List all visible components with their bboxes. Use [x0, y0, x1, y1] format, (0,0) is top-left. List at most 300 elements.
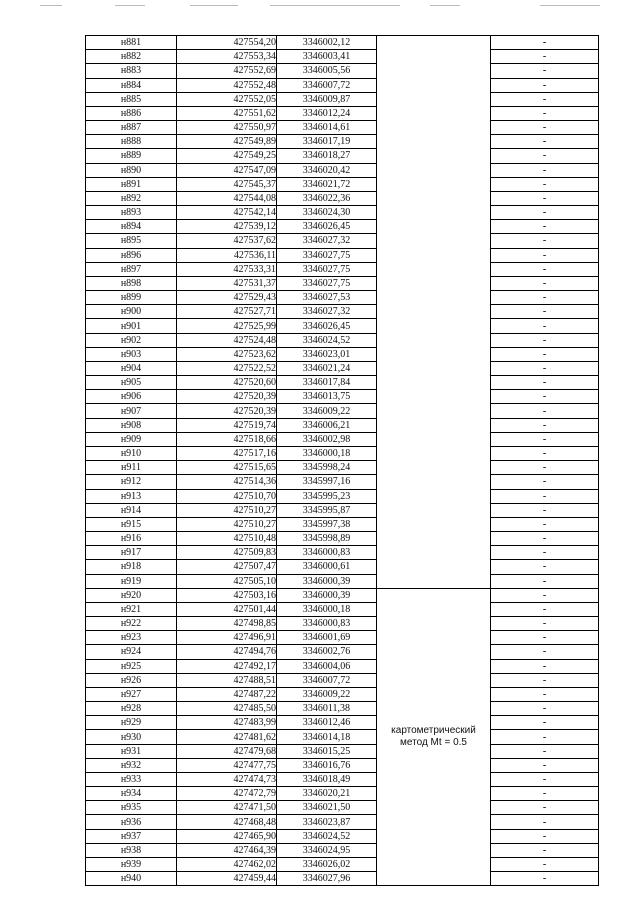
y-coordinate-cell: 3346021,72 — [277, 177, 377, 191]
dash-cell: - — [491, 617, 599, 631]
y-coordinate-cell: 3346014,61 — [277, 121, 377, 135]
x-coordinate-cell: 427510,27 — [177, 517, 277, 531]
point-id-cell: н888 — [86, 135, 177, 149]
dash-cell: - — [491, 220, 599, 234]
y-coordinate-cell: 3346017,84 — [277, 376, 377, 390]
x-coordinate-cell: 427552,48 — [177, 78, 277, 92]
table-row — [86, 617, 599, 631]
x-coordinate-cell: 427509,83 — [177, 546, 277, 560]
table-row — [86, 843, 599, 857]
y-coordinate-cell: 3346003,41 — [277, 50, 377, 64]
y-coordinate-cell: 3346012,46 — [277, 716, 377, 730]
x-coordinate-cell: 427505,10 — [177, 574, 277, 588]
dash-cell: - — [491, 475, 599, 489]
x-coordinate-cell: 427477,75 — [177, 758, 277, 772]
point-id-cell: н914 — [86, 503, 177, 517]
dash-cell: - — [491, 631, 599, 645]
x-coordinate-cell: 427537,62 — [177, 234, 277, 248]
y-coordinate-cell: 3346014,18 — [277, 730, 377, 744]
table-row — [86, 234, 599, 248]
x-coordinate-cell: 427498,85 — [177, 617, 277, 631]
x-coordinate-cell: 427550,97 — [177, 121, 277, 135]
table-row — [86, 220, 599, 234]
x-coordinate-cell: 427485,50 — [177, 702, 277, 716]
dash-cell: - — [491, 432, 599, 446]
point-id-cell: н923 — [86, 631, 177, 645]
y-coordinate-cell: 3345995,23 — [277, 489, 377, 503]
table-row — [86, 361, 599, 375]
table-row — [86, 276, 599, 290]
x-coordinate-cell: 427468,48 — [177, 815, 277, 829]
point-id-cell: н903 — [86, 347, 177, 361]
point-id-cell: н882 — [86, 50, 177, 64]
dash-cell: - — [491, 149, 599, 163]
point-id-cell: н886 — [86, 106, 177, 120]
y-coordinate-cell: 3346024,52 — [277, 829, 377, 843]
table-row — [86, 135, 599, 149]
x-coordinate-cell: 427549,25 — [177, 149, 277, 163]
x-coordinate-cell: 427542,14 — [177, 206, 277, 220]
dash-cell: - — [491, 659, 599, 673]
y-coordinate-cell: 3345997,38 — [277, 517, 377, 531]
y-coordinate-cell: 3346018,49 — [277, 772, 377, 786]
point-id-cell: н881 — [86, 36, 177, 50]
dash-cell: - — [491, 92, 599, 106]
faded-header-line — [30, 3, 610, 9]
table-row — [86, 376, 599, 390]
x-coordinate-cell: 427549,89 — [177, 135, 277, 149]
dash-cell: - — [491, 532, 599, 546]
x-coordinate-cell: 427547,09 — [177, 163, 277, 177]
dash-cell: - — [491, 177, 599, 191]
x-coordinate-cell: 427520,39 — [177, 404, 277, 418]
dash-cell: - — [491, 730, 599, 744]
table-row — [86, 305, 599, 319]
y-coordinate-cell: 3346018,27 — [277, 149, 377, 163]
table-row — [86, 730, 599, 744]
dash-cell: - — [491, 404, 599, 418]
y-coordinate-cell: 3345998,89 — [277, 532, 377, 546]
y-coordinate-cell: 3346026,45 — [277, 220, 377, 234]
dash-cell: - — [491, 758, 599, 772]
x-coordinate-cell: 427510,48 — [177, 532, 277, 546]
x-coordinate-cell: 427524,48 — [177, 333, 277, 347]
point-id-cell: н913 — [86, 489, 177, 503]
point-id-cell: н908 — [86, 418, 177, 432]
table-row — [86, 163, 599, 177]
x-coordinate-cell: 427503,16 — [177, 588, 277, 602]
x-coordinate-cell: 427515,65 — [177, 461, 277, 475]
table-row — [86, 659, 599, 673]
x-coordinate-cell: 427519,74 — [177, 418, 277, 432]
dash-cell: - — [491, 291, 599, 305]
y-coordinate-cell: 3346001,69 — [277, 631, 377, 645]
point-id-cell: н924 — [86, 645, 177, 659]
point-id-cell: н891 — [86, 177, 177, 191]
table-row — [86, 588, 599, 602]
dash-cell: - — [491, 191, 599, 205]
point-id-cell: н887 — [86, 121, 177, 135]
table-row — [86, 92, 599, 106]
point-id-cell: н936 — [86, 815, 177, 829]
y-coordinate-cell: 3346027,53 — [277, 291, 377, 305]
x-coordinate-cell: 427462,02 — [177, 857, 277, 871]
point-id-cell: н930 — [86, 730, 177, 744]
y-coordinate-cell: 3346016,76 — [277, 758, 377, 772]
table-row — [86, 475, 599, 489]
table-row — [86, 574, 599, 588]
point-id-cell: н921 — [86, 602, 177, 616]
y-coordinate-cell: 3346000,83 — [277, 617, 377, 631]
table-row — [86, 248, 599, 262]
table-row — [86, 517, 599, 531]
point-id-cell: н925 — [86, 659, 177, 673]
x-coordinate-cell: 427487,22 — [177, 687, 277, 701]
dash-cell: - — [491, 489, 599, 503]
table-row — [86, 106, 599, 120]
dash-cell: - — [491, 546, 599, 560]
table-row — [86, 418, 599, 432]
table-row — [86, 602, 599, 616]
x-coordinate-cell: 427539,12 — [177, 220, 277, 234]
table-row — [86, 546, 599, 560]
dash-cell: - — [491, 390, 599, 404]
x-coordinate-cell: 427474,73 — [177, 772, 277, 786]
x-coordinate-cell: 427523,62 — [177, 347, 277, 361]
y-coordinate-cell: 3346009,22 — [277, 404, 377, 418]
x-coordinate-cell: 427464,39 — [177, 843, 277, 857]
table-row — [86, 716, 599, 730]
table-row — [86, 36, 599, 50]
dash-cell: - — [491, 716, 599, 730]
y-coordinate-cell: 3346002,76 — [277, 645, 377, 659]
point-id-cell: н900 — [86, 305, 177, 319]
y-coordinate-cell: 3346027,32 — [277, 234, 377, 248]
dash-cell: - — [491, 673, 599, 687]
x-coordinate-cell: 427496,91 — [177, 631, 277, 645]
point-id-cell: н940 — [86, 872, 177, 886]
point-id-cell: н892 — [86, 191, 177, 205]
table-row — [86, 631, 599, 645]
table-row — [86, 758, 599, 772]
point-id-cell: н912 — [86, 475, 177, 489]
table-row — [86, 319, 599, 333]
point-id-cell: н929 — [86, 716, 177, 730]
dash-cell: - — [491, 602, 599, 616]
x-coordinate-cell: 427510,27 — [177, 503, 277, 517]
point-id-cell: н915 — [86, 517, 177, 531]
point-id-cell: н906 — [86, 390, 177, 404]
table-row — [86, 446, 599, 460]
x-coordinate-cell: 427471,50 — [177, 801, 277, 815]
point-id-cell: н916 — [86, 532, 177, 546]
table-row — [86, 687, 599, 701]
point-id-cell: н883 — [86, 64, 177, 78]
dash-cell: - — [491, 262, 599, 276]
dash-cell: - — [491, 36, 599, 50]
x-coordinate-cell: 427459,44 — [177, 872, 277, 886]
dash-cell: - — [491, 744, 599, 758]
x-coordinate-cell: 427488,51 — [177, 673, 277, 687]
x-coordinate-cell: 427536,11 — [177, 248, 277, 262]
table-row — [86, 815, 599, 829]
x-coordinate-cell: 427481,62 — [177, 730, 277, 744]
y-coordinate-cell: 3346004,06 — [277, 659, 377, 673]
dash-cell: - — [491, 829, 599, 843]
dash-cell: - — [491, 503, 599, 517]
x-coordinate-cell: 427551,62 — [177, 106, 277, 120]
y-coordinate-cell: 3346006,21 — [277, 418, 377, 432]
y-coordinate-cell: 3345997,16 — [277, 475, 377, 489]
x-coordinate-cell: 427553,34 — [177, 50, 277, 64]
point-id-cell: н897 — [86, 262, 177, 276]
dash-cell: - — [491, 857, 599, 871]
dash-cell: - — [491, 843, 599, 857]
y-coordinate-cell: 3346013,75 — [277, 390, 377, 404]
y-coordinate-cell: 3345998,24 — [277, 461, 377, 475]
x-coordinate-cell: 427529,43 — [177, 291, 277, 305]
y-coordinate-cell: 3346007,72 — [277, 78, 377, 92]
y-coordinate-cell: 3346007,72 — [277, 673, 377, 687]
method-cell — [377, 588, 491, 886]
method-cell — [377, 36, 491, 589]
y-coordinate-cell: 3346011,38 — [277, 702, 377, 716]
coordinates-table-body — [86, 36, 599, 886]
table-row — [86, 532, 599, 546]
dash-cell: - — [491, 206, 599, 220]
point-id-cell: н902 — [86, 333, 177, 347]
x-coordinate-cell: 427514,36 — [177, 475, 277, 489]
point-id-cell: н931 — [86, 744, 177, 758]
dash-cell: - — [491, 319, 599, 333]
x-coordinate-cell: 427507,47 — [177, 560, 277, 574]
y-coordinate-cell: 3346000,83 — [277, 546, 377, 560]
point-id-cell: н901 — [86, 319, 177, 333]
dash-cell: - — [491, 461, 599, 475]
x-coordinate-cell: 427545,37 — [177, 177, 277, 191]
table-row — [86, 64, 599, 78]
y-coordinate-cell: 3346023,87 — [277, 815, 377, 829]
dash-cell: - — [491, 645, 599, 659]
table-row — [86, 347, 599, 361]
y-coordinate-cell: 3346012,24 — [277, 106, 377, 120]
y-coordinate-cell: 3346009,22 — [277, 687, 377, 701]
table-row — [86, 333, 599, 347]
x-coordinate-cell: 427465,90 — [177, 829, 277, 843]
point-id-cell: н899 — [86, 291, 177, 305]
table-row — [86, 78, 599, 92]
table-row — [86, 503, 599, 517]
table-row — [86, 461, 599, 475]
y-coordinate-cell: 3346017,19 — [277, 135, 377, 149]
x-coordinate-cell: 427520,39 — [177, 390, 277, 404]
point-id-cell: н917 — [86, 546, 177, 560]
table-row — [86, 404, 599, 418]
y-coordinate-cell: 3346026,45 — [277, 319, 377, 333]
dash-cell: - — [491, 560, 599, 574]
x-coordinate-cell: 427552,05 — [177, 92, 277, 106]
y-coordinate-cell: 3346020,42 — [277, 163, 377, 177]
table-row — [86, 857, 599, 871]
y-coordinate-cell: 3346024,52 — [277, 333, 377, 347]
y-coordinate-cell: 3346024,95 — [277, 843, 377, 857]
point-id-cell: н935 — [86, 801, 177, 815]
dash-cell: - — [491, 772, 599, 786]
dash-cell: - — [491, 248, 599, 262]
x-coordinate-cell: 427531,37 — [177, 276, 277, 290]
x-coordinate-cell: 427479,68 — [177, 744, 277, 758]
point-id-cell: н926 — [86, 673, 177, 687]
x-coordinate-cell: 427518,66 — [177, 432, 277, 446]
y-coordinate-cell: 3346027,75 — [277, 248, 377, 262]
point-id-cell: н884 — [86, 78, 177, 92]
x-coordinate-cell: 427544,08 — [177, 191, 277, 205]
table-row — [86, 560, 599, 574]
table-row — [86, 291, 599, 305]
y-coordinate-cell: 3346027,75 — [277, 276, 377, 290]
dash-cell: - — [491, 347, 599, 361]
table-row — [86, 432, 599, 446]
dash-cell: - — [491, 702, 599, 716]
x-coordinate-cell: 427522,52 — [177, 361, 277, 375]
table-row — [86, 744, 599, 758]
dash-cell: - — [491, 64, 599, 78]
y-coordinate-cell: 3346000,61 — [277, 560, 377, 574]
x-coordinate-cell: 427554,20 — [177, 36, 277, 50]
dash-cell: - — [491, 276, 599, 290]
point-id-cell: н927 — [86, 687, 177, 701]
point-id-cell: н895 — [86, 234, 177, 248]
dash-cell: - — [491, 446, 599, 460]
y-coordinate-cell: 3346000,18 — [277, 446, 377, 460]
table-row — [86, 191, 599, 205]
y-coordinate-cell: 3346000,39 — [277, 588, 377, 602]
point-id-cell: н889 — [86, 149, 177, 163]
dash-cell: - — [491, 687, 599, 701]
point-id-cell: н919 — [86, 574, 177, 588]
point-id-cell: н890 — [86, 163, 177, 177]
point-id-cell: н937 — [86, 829, 177, 843]
table-row — [86, 787, 599, 801]
point-id-cell: н893 — [86, 206, 177, 220]
y-coordinate-cell: 3346002,12 — [277, 36, 377, 50]
y-coordinate-cell: 3346023,01 — [277, 347, 377, 361]
point-id-cell: н918 — [86, 560, 177, 574]
y-coordinate-cell: 3346021,24 — [277, 361, 377, 375]
x-coordinate-cell: 427527,71 — [177, 305, 277, 319]
y-coordinate-cell: 3346005,56 — [277, 64, 377, 78]
x-coordinate-cell: 427501,44 — [177, 602, 277, 616]
point-id-cell: н911 — [86, 461, 177, 475]
dash-cell: - — [491, 588, 599, 602]
dash-cell: - — [491, 78, 599, 92]
table-row — [86, 50, 599, 64]
point-id-cell: н910 — [86, 446, 177, 460]
table-row — [86, 149, 599, 163]
dash-cell: - — [491, 801, 599, 815]
y-coordinate-cell: 3346000,39 — [277, 574, 377, 588]
point-id-cell: н894 — [86, 220, 177, 234]
table-row — [86, 645, 599, 659]
dash-cell: - — [491, 815, 599, 829]
point-id-cell: н904 — [86, 361, 177, 375]
method-text: картометрический метод Mt = 0.5 — [391, 725, 476, 748]
point-id-cell: н928 — [86, 702, 177, 716]
x-coordinate-cell: 427533,31 — [177, 262, 277, 276]
dash-cell: - — [491, 376, 599, 390]
y-coordinate-cell: 3346027,32 — [277, 305, 377, 319]
x-coordinate-cell: 427492,17 — [177, 659, 277, 673]
table-row — [86, 801, 599, 815]
dash-cell: - — [491, 787, 599, 801]
y-coordinate-cell: 3346015,25 — [277, 744, 377, 758]
dash-cell: - — [491, 106, 599, 120]
y-coordinate-cell: 3346020,21 — [277, 787, 377, 801]
table-row — [86, 772, 599, 786]
point-id-cell: н905 — [86, 376, 177, 390]
dash-cell: - — [491, 135, 599, 149]
dash-cell: - — [491, 517, 599, 531]
x-coordinate-cell: 427520,60 — [177, 376, 277, 390]
table-row — [86, 177, 599, 191]
table-row — [86, 702, 599, 716]
point-id-cell: н934 — [86, 787, 177, 801]
y-coordinate-cell: 3346027,96 — [277, 872, 377, 886]
dash-cell: - — [491, 121, 599, 135]
x-coordinate-cell: 427552,69 — [177, 64, 277, 78]
x-coordinate-cell: 427472,79 — [177, 787, 277, 801]
y-coordinate-cell: 3346002,98 — [277, 432, 377, 446]
point-id-cell: н922 — [86, 617, 177, 631]
point-id-cell: н939 — [86, 857, 177, 871]
point-id-cell: н920 — [86, 588, 177, 602]
table-row — [86, 262, 599, 276]
dash-cell: - — [491, 163, 599, 177]
y-coordinate-cell: 3345995,87 — [277, 503, 377, 517]
table-row — [86, 872, 599, 886]
x-coordinate-cell: 427483,99 — [177, 716, 277, 730]
coordinates-table — [85, 35, 599, 886]
dash-cell: - — [491, 333, 599, 347]
table-row — [86, 489, 599, 503]
dash-cell: - — [491, 305, 599, 319]
dash-cell: - — [491, 872, 599, 886]
x-coordinate-cell: 427525,99 — [177, 319, 277, 333]
y-coordinate-cell: 3346026,02 — [277, 857, 377, 871]
y-coordinate-cell: 3346000,18 — [277, 602, 377, 616]
y-coordinate-cell: 3346009,87 — [277, 92, 377, 106]
x-coordinate-cell: 427494,76 — [177, 645, 277, 659]
table-row — [86, 829, 599, 843]
point-id-cell: н909 — [86, 432, 177, 446]
table-row — [86, 673, 599, 687]
point-id-cell: н932 — [86, 758, 177, 772]
point-id-cell: н933 — [86, 772, 177, 786]
table-row — [86, 121, 599, 135]
y-coordinate-cell: 3346022,36 — [277, 191, 377, 205]
x-coordinate-cell: 427510,70 — [177, 489, 277, 503]
dash-cell: - — [491, 361, 599, 375]
dash-cell: - — [491, 50, 599, 64]
y-coordinate-cell: 3346024,30 — [277, 206, 377, 220]
point-id-cell: н938 — [86, 843, 177, 857]
x-coordinate-cell: 427517,16 — [177, 446, 277, 460]
table-row — [86, 206, 599, 220]
dash-cell: - — [491, 418, 599, 432]
point-id-cell: н898 — [86, 276, 177, 290]
point-id-cell: н896 — [86, 248, 177, 262]
y-coordinate-cell: 3346027,75 — [277, 262, 377, 276]
